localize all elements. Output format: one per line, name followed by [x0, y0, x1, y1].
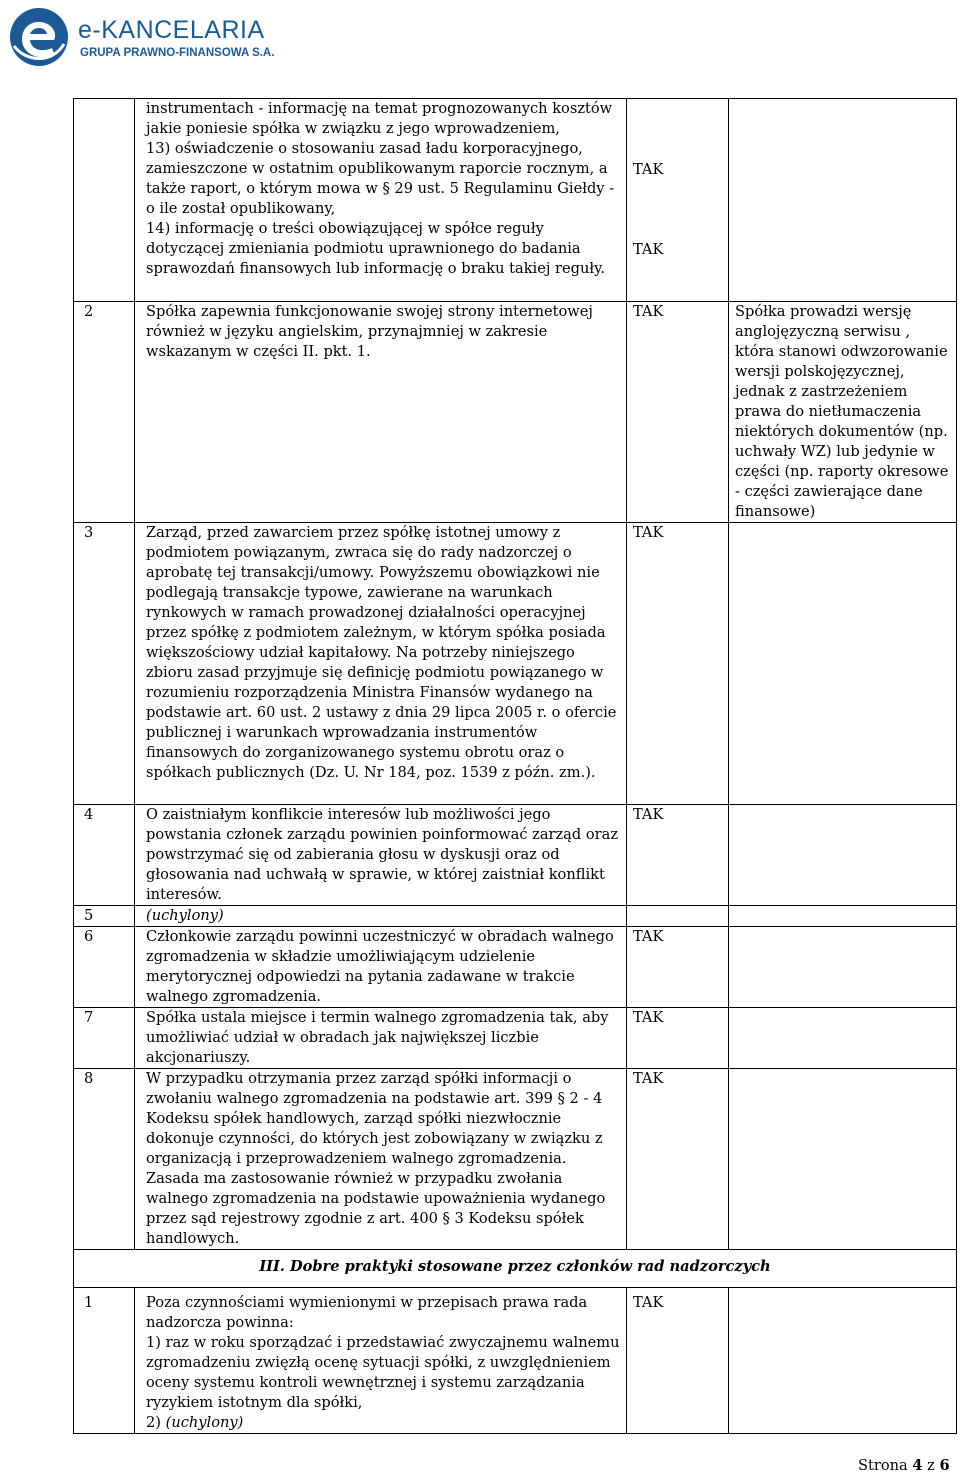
table-row: [74, 523, 957, 805]
section-heading-row: [74, 1250, 957, 1288]
comment-cell: [729, 927, 957, 1008]
logo-brand-text: e-KANCELARIA: [78, 16, 265, 44]
corporate-governance-table: [73, 98, 957, 1434]
table-row: [74, 1288, 957, 1434]
row-text-part: instrumentach - informację na temat prognozowanych kosztów jakie poniesie spółka w związku z jego wprowadzeniem,: [146, 100, 613, 137]
status-cell: [627, 99, 729, 302]
company-logo: [8, 6, 275, 68]
row-number: 1: [74, 1288, 135, 1434]
comment-cell: [729, 1008, 957, 1069]
row-number: 7: [74, 1008, 135, 1069]
row-number: 3: [74, 523, 135, 805]
status-tak: TAK: [627, 302, 729, 523]
table-row: [74, 1069, 957, 1250]
row-text-part: 14) informację o treści obowiązującej w spółce reguły dotyczącej zmieniania podmiotu uprawnionego do badania sprawozdań finansowych lub informację o braku takiej reguły.: [146, 220, 606, 277]
status-tak: TAK: [627, 805, 729, 906]
e-logo-icon: [8, 6, 70, 68]
status-tak: TAK: [627, 927, 729, 1008]
footer-middle: z: [922, 1457, 940, 1474]
status-tak: TAK: [627, 1069, 729, 1250]
table-row: [74, 1008, 957, 1069]
status-tak: TAK: [633, 161, 664, 178]
status-tak: TAK: [633, 241, 664, 258]
comment-cell: [729, 906, 957, 927]
row-text-part: [146, 1413, 620, 1433]
table-row: [74, 906, 957, 927]
row-text: W przypadku otrzymania przez zarząd spółki informacji o zwołaniu walnego zgromadzenia na podstawie art. 399 § 2 - 4 Kodeksu spółek handlowych, zarząd spółki niezwłocznie dokonuje czynności, do których jest zobowiązany w związku z organizacją i przeprowadzeniem walnego zgromadzenia. Zasada ma zastosowanie również w przypadku zwołania walnego zgromadzenia na podstawie upoważnienia wydanego przez sąd rejestrowy zgodnie z art. 400 § 3 Kodeksu spółek handlowych.: [135, 1069, 627, 1250]
table-row: [74, 805, 957, 906]
row-text: Spółka ustala miejsce i termin walnego zgromadzenia tak, aby umożliwiać udział w obradach jak największej liczbie akcjonariuszy.: [135, 1008, 627, 1069]
row-text-part: 13) oświadczenie o stosowaniu zasad ładu korporacyjnego, zamieszczone w ostatnim opublikowanym raporcie rocznym, a także raport, o którym mowa w § 29 ust. 5 Regulaminu Giełdy - o ile został opublikowany,: [146, 140, 615, 217]
table-row: [74, 302, 957, 523]
row-text: (uchylony): [135, 906, 627, 927]
footer-page-number: 4: [912, 1457, 923, 1474]
status-tak: TAK: [627, 1008, 729, 1069]
row-number: 6: [74, 927, 135, 1008]
status-tak: [627, 906, 729, 927]
row-number: 8: [74, 1069, 135, 1250]
row-number: [74, 99, 135, 302]
row-text-prefix: 2): [146, 1414, 166, 1431]
section-heading: III. Dobre praktyki stosowane przez członków rad nadzorczych: [74, 1250, 957, 1288]
row-text: Spółka zapewnia funkcjonowanie swojej strony internetowej również w języku angielskim, przynajmniej w zakresie wskazanym w części II. pkt. 1.: [135, 302, 627, 523]
footer-prefix: Strona: [858, 1457, 913, 1474]
status-tak: TAK: [627, 523, 729, 805]
row-text-part: Poza czynnościami wymienionymi w przepisach prawa rada nadzorcza powinna:: [146, 1294, 588, 1331]
row-text: O zaistniałym konflikcie interesów lub możliwości jego powstania członek zarządu powinien poinformować zarząd oraz powstrzymać się od zabierania głosu w dyskusji oraz od głosowania nad uchwałą w sprawie, w której zaistniał konflikt interesów.: [135, 805, 627, 906]
comment-cell: [729, 1288, 957, 1434]
comment-cell: [729, 99, 957, 302]
row-number: 5: [74, 906, 135, 927]
comment-cell: Spółka prowadzi wersję anglojęzyczną serwisu , która stanowi odwzorowanie wersji polskojęzycznej, jednak z zastrzeżeniem prawa do nietłumaczenia niektórych dokumentów (np. uchwały WZ) lub jedynie w części (np. raporty okresowe - części zawierające dane finansowe): [729, 302, 957, 523]
row-text-italic: (uchylony): [165, 1414, 244, 1431]
comment-cell: [729, 1069, 957, 1250]
comment-cell: [729, 805, 957, 906]
row-text: Zarząd, przed zawarciem przez spółkę istotnej umowy z podmiotem powiązanym, zwraca się do rady nadzorczej o aprobatę tej transakcji/umowy. Powyższemu obowiązkowi nie podlegają transakcje typowe, zawierane na warunkach rynkowych w ramach prowadzonej działalności operacyjnej przez spółkę z podmiotem zależnym, w którym spółka posiada większościowy udział kapitałowy. Na potrzeby niniejszego zbioru zasad przyjmuje się definicję podmiotu powiązanego w rozumieniu rozporządzenia Ministra Finansów wydanego na podstawie art. 60 ust. 2 ustawy z dnia 29 lipca 2005 r. o ofercie publicznej i warunkach wprowadzania instrumentów finansowych do zorganizowanego systemu obrotu oraz o spółkach publicznych (Dz. U. Nr 184, poz. 1539 z późn. zm.).: [135, 523, 627, 805]
row-text: [135, 99, 627, 302]
row-text-part: 1) raz w roku sporządzać i przedstawiać zwyczajnemu walnemu zgromadzeniu zwięzłą ocenę sytuacji spółki, z uwzględnieniem oceny systemu kontroli wewnętrznej i systemu zarządzania ryzykiem istotnym dla spółki,: [146, 1334, 620, 1411]
row-number: 4: [74, 805, 135, 906]
status-tak: TAK: [627, 1288, 729, 1434]
footer-page-total: 6: [939, 1457, 950, 1474]
comment-cell: [729, 523, 957, 805]
row-text: [135, 1288, 627, 1434]
logo-subtitle: GRUPA PRAWNO-FINANSOWA S.A.: [80, 47, 275, 59]
row-number: 2: [74, 302, 135, 523]
row-text: Członkowie zarządu powinni uczestniczyć w obradach walnego zgromadzenia w składzie umożliwiającym udzielenie merytorycznej odpowiedzi na pytania zadawane w trakcie walnego zgromadzenia.: [135, 927, 627, 1008]
page-footer: [858, 1456, 950, 1476]
table-row: [74, 927, 957, 1008]
table-row: [74, 99, 957, 302]
